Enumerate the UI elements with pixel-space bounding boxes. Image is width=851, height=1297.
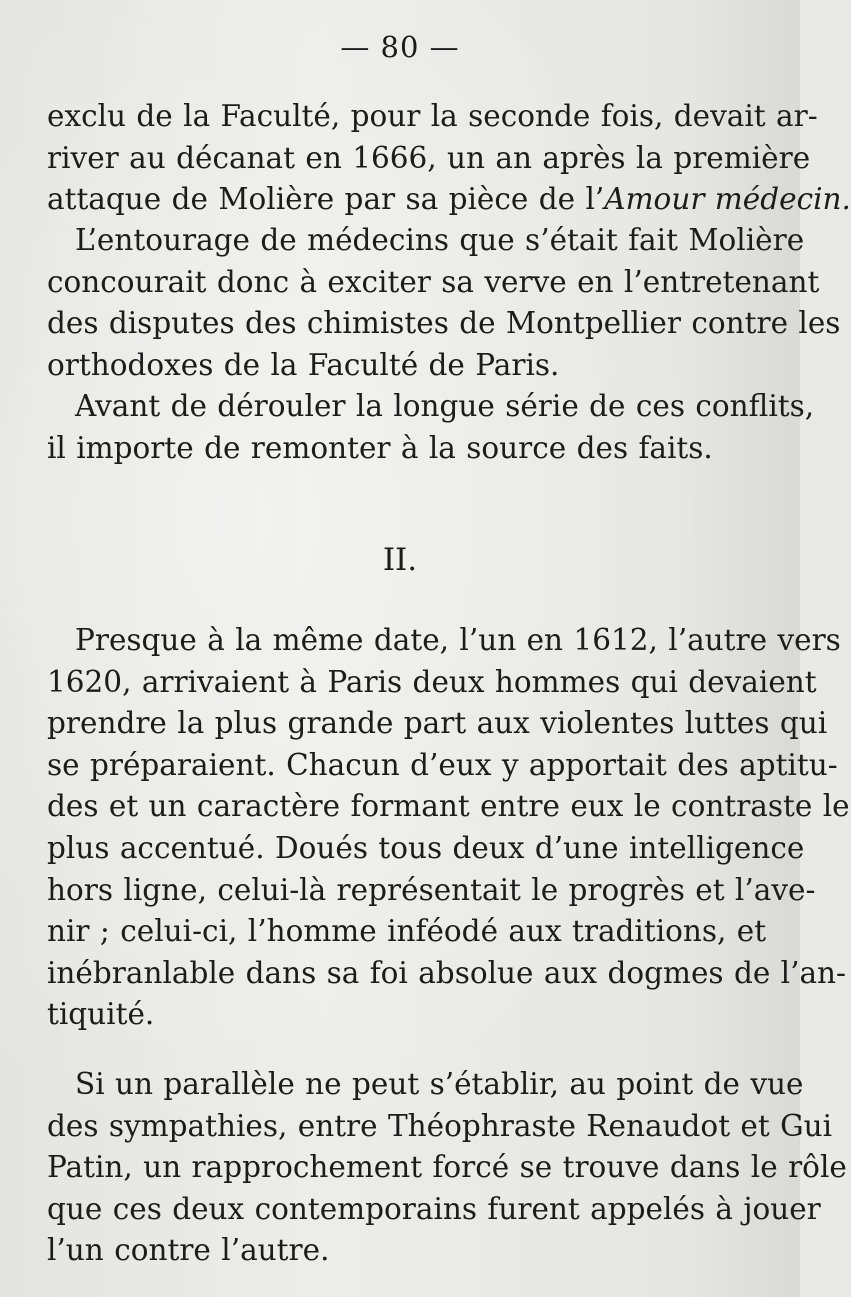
- italic-title: Amour médecin.: [604, 182, 851, 217]
- text-line: des disputes des chimistes de Montpellier contre les: [47, 306, 841, 341]
- text-line: concourait donc à exciter sa verve en l’entretenant: [47, 264, 820, 299]
- paragraph-4: [47, 620, 850, 1036]
- text-line: nir ; celui-ci, l’homme inféodé aux traditions, et: [47, 914, 767, 949]
- text-line: Presque à la même date, l’un en 1612, l’autre vers: [75, 623, 841, 657]
- section-heading: II.: [382, 542, 418, 578]
- text-line: hors ligne, celui-là représentait le progrès et l’ave-: [47, 872, 816, 907]
- text-line: l’un contre l’autre.: [47, 1233, 330, 1268]
- paragraph-3: [47, 386, 815, 469]
- paragraph-2: [47, 220, 841, 386]
- text-line: river au décanat en 1666, un an après la première: [47, 140, 811, 175]
- text-line: Si un parallèle ne peut s’établir, au point de vue: [75, 1067, 804, 1101]
- text-line: il importe de remonter à la source des faits.: [47, 430, 713, 465]
- text-line: [47, 179, 851, 221]
- text-line: exclu de la Faculté, pour la seconde fois, devait ar-: [47, 99, 818, 133]
- text-line: L’entourage de médecins que s’était fait Molière: [75, 223, 805, 257]
- paragraph-5: [47, 1064, 847, 1272]
- text-line: se préparaient. Chacun d’eux y apportait des aptitu-: [47, 747, 838, 782]
- text-line: Avant de dérouler la longue série de ces conflits,: [75, 389, 815, 423]
- text-line: des sympathies, entre Théophraste Renaudot et Gui: [47, 1108, 833, 1143]
- text-line: inébranlable dans sa foi absolue aux dogmes de l’an-: [47, 955, 847, 990]
- text-line: Patin, un rapprochement forcé se trouve dans le rôle: [47, 1150, 847, 1185]
- page-number: — 80 —: [340, 30, 460, 64]
- text-line: prendre la plus grande part aux violentes luttes qui: [47, 706, 828, 741]
- text-line: tiquité.: [47, 997, 155, 1032]
- text-line: des et un caractère formant entre eux le contraste le: [47, 789, 850, 824]
- text-run: attaque de Molière par sa pièce de l’: [47, 182, 605, 217]
- text-line: que ces deux contemporains furent appelés à jouer: [47, 1191, 821, 1226]
- text-line: orthodoxes de la Faculté de Paris.: [47, 347, 560, 382]
- text-line: plus accentué. Doués tous deux d’une intelligence: [47, 830, 805, 865]
- text-line: 1620, arrivaient à Paris deux hommes qui devaient: [47, 664, 817, 699]
- paragraph-1: [47, 96, 851, 221]
